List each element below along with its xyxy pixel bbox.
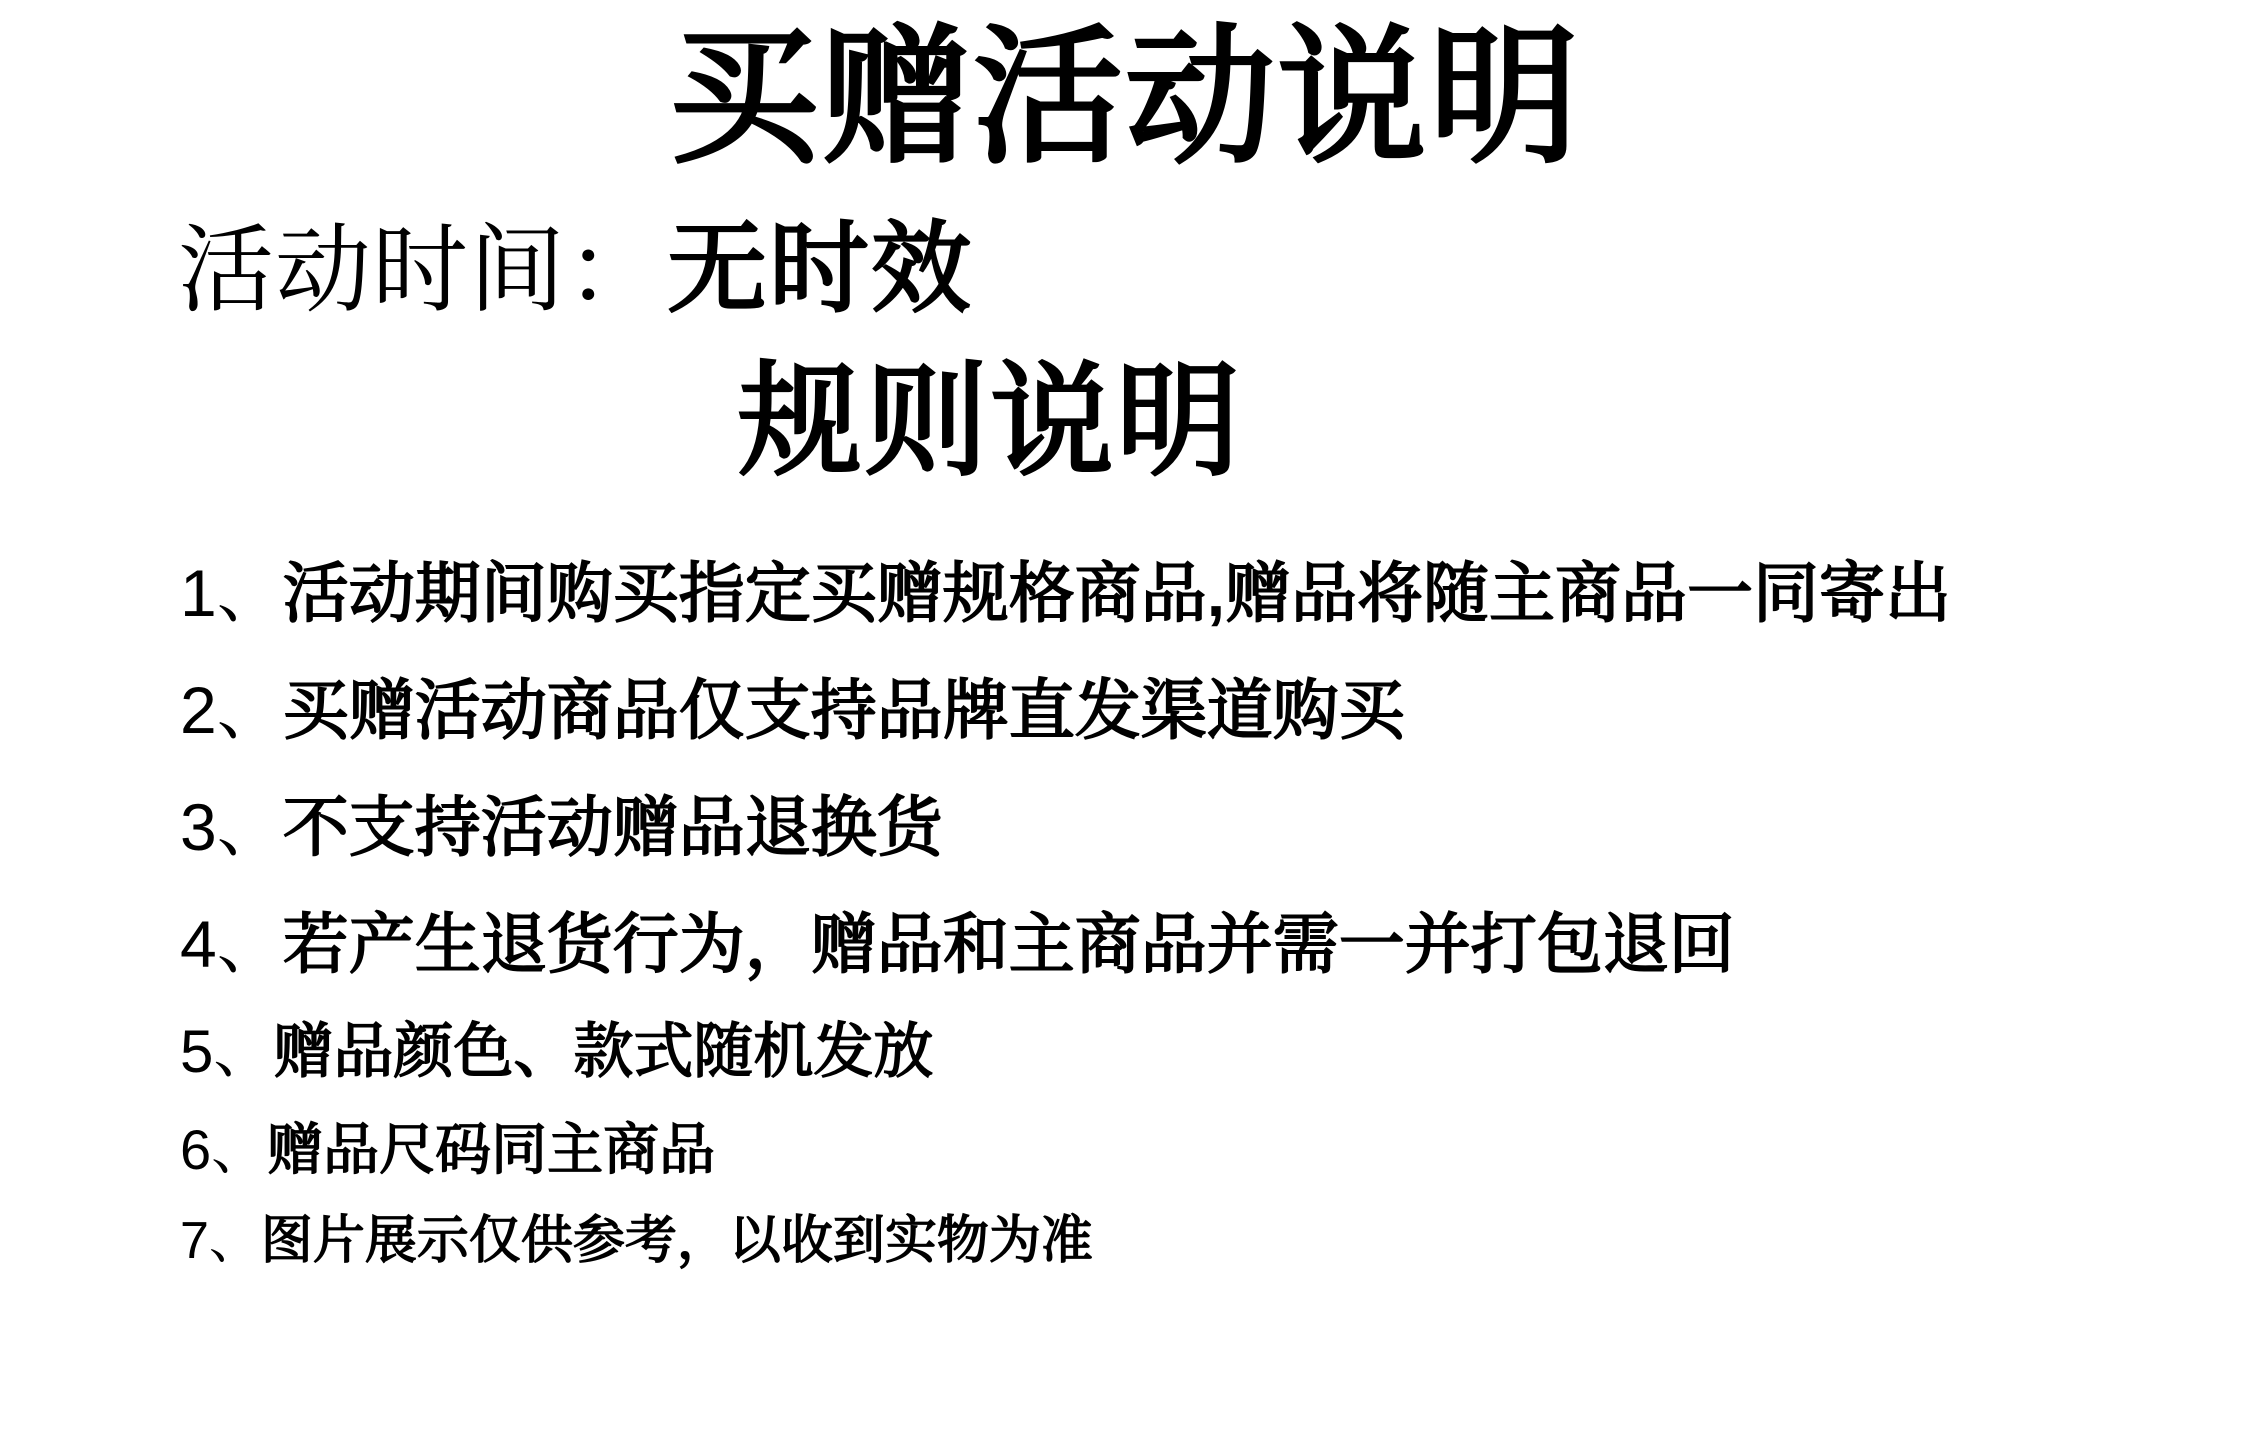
list-item [180,774,2250,869]
rule-number: 4、 [180,907,283,981]
list-item [180,1198,2250,1273]
rule-number: 5、 [180,1018,274,1085]
list-item [180,1106,2250,1186]
activity-time-row [0,214,2250,324]
rule-text: 若产生退货行为，赠品和主商品并需一并打包退回 [282,907,1735,981]
activity-time-value: 无时效 [667,213,973,325]
rule-number: 1、 [180,556,283,630]
rule-number: 2、 [180,673,283,747]
page-title: 买赠活动说明 [668,13,1581,181]
rule-text: 图片展示仅供参考，以收到实物为准 [260,1212,1093,1270]
activity-time-label: 活动时间： [178,217,663,324]
rule-number: 3、 [180,790,283,864]
rule-number: 6、 [180,1118,268,1181]
list-item [180,1004,2250,1090]
rules-section-title: 规则说明 [737,353,1242,491]
list-item [180,657,2250,752]
rule-text: 赠品尺码同主商品 [267,1118,716,1181]
rules-list [0,540,2250,1273]
rule-text: 赠品颜色、款式随机发放 [273,1018,934,1085]
list-item [180,891,2250,986]
rule-text: 买赠活动商品仅支持品牌直发渠道购买 [282,673,1405,747]
rule-text: 活动期间购买指定买赠规格商品,赠品将随主商品一同寄出 [282,556,1952,630]
rule-text: 不支持活动赠品退换货 [282,790,943,864]
list-item [180,540,2250,635]
rule-number: 7、 [180,1212,261,1270]
